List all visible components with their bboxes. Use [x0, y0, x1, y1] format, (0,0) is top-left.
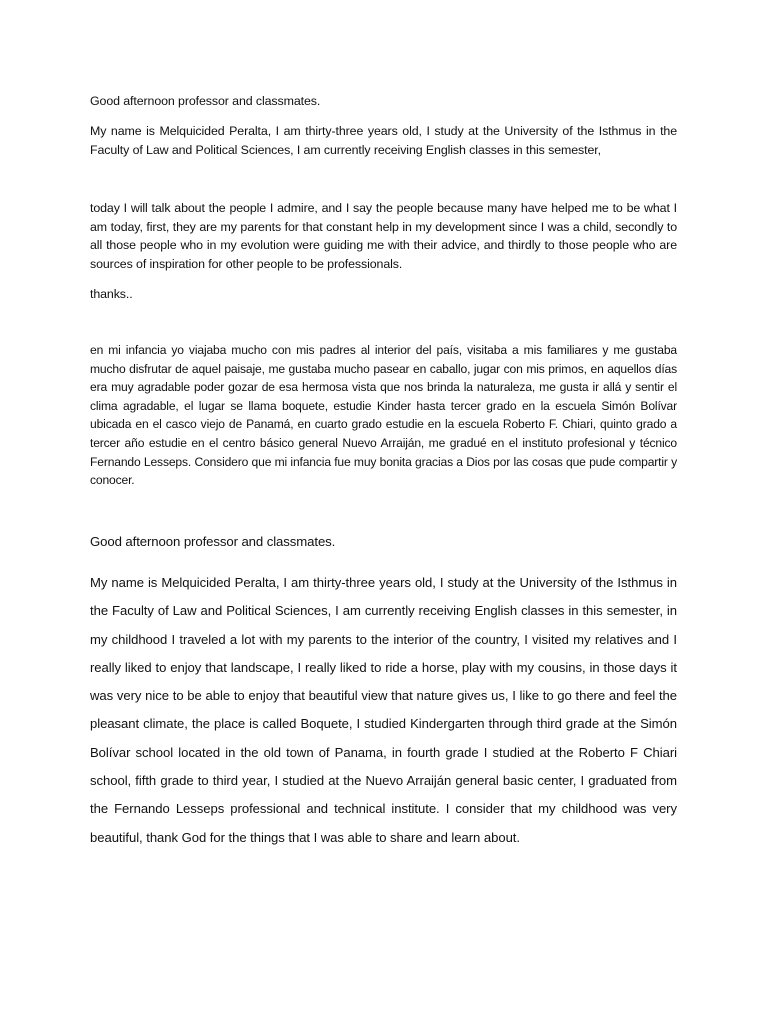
thanks-paragraph: thanks..: [90, 287, 133, 301]
intro-paragraph: My name is Melquicided Peralta, I am thirty-three years old, I study at the University of the Isthmus in the Faculty of Law and Political Sciences, I am currently receiving English classes in this semester,: [90, 124, 677, 157]
spanish-childhood-paragraph: en mi infancia yo viajaba mucho con mis padres al interior del país, visitaba a mis familiares y me gustaba mucho disfrutar de aquel paisaje, me gustaba mucho pasear en caballo, jugar con mis primos, en aquellos días era muy agradable poder gozar de esa hermosa vista que nos brinda la naturaleza, me gusta ir allá y sentir el clima agradable, el lugar se llama boquete, estudie Kinder hasta tercer grado en la escuela Simón Bolívar ubicada en el casco viejo de Panamá, en cuarto grado estudie en la escuela Roberto F. Chiari, quinto grado a tercer año estudie en el centro básico general Nuevo Arraiján, me gradué en el instituto profesional y técnico Fernando Lesseps. Considero que mi infancia fue muy bonita gracias a Dios por las cosas que pude compartir y conocer.: [90, 343, 677, 488]
greeting-paragraph: Good afternoon professor and classmates.: [90, 94, 321, 108]
admired-people-paragraph: today I will talk about the people I admire, and I say the people because many have helped me to be what I am today, first, they are my parents for that constant help in my development since I was a child, secondly to all those people who in my evolution were guiding me with their advice, and thirdly to those people who are sources of inspiration for other people to be professionals.: [90, 201, 677, 271]
english-childhood-paragraph: My name is Melquicided Peralta, I am thirty-three years old, I study at the University of the Isthmus in the Faculty of Law and Political Sciences, I am currently receiving English classes in this semester, in my childhood I traveled a lot with my parents to the interior of the country, I visited my relatives and I really liked to enjoy that landscape, I really liked to ride a horse, play with my cousins, in those days it was very nice to be able to enjoy that beautiful view that nature gives us, I like to go there and feel the pleasant climate, the place is called Boquete, I studied Kindergarten through third grade at the Simón Bolívar school located in the old town of Panama, in fourth grade I studied at the Roberto F Chiari school, fifth grade to third year, I studied at the Nuevo Arraiján general basic center, I graduated from the Fernando Lesseps professional and technical institute. I consider that my childhood was very beautiful, thank God for the things that I was able to share and learn about.: [90, 575, 677, 845]
second-greeting-paragraph: Good afternoon professor and classmates.: [90, 534, 336, 549]
